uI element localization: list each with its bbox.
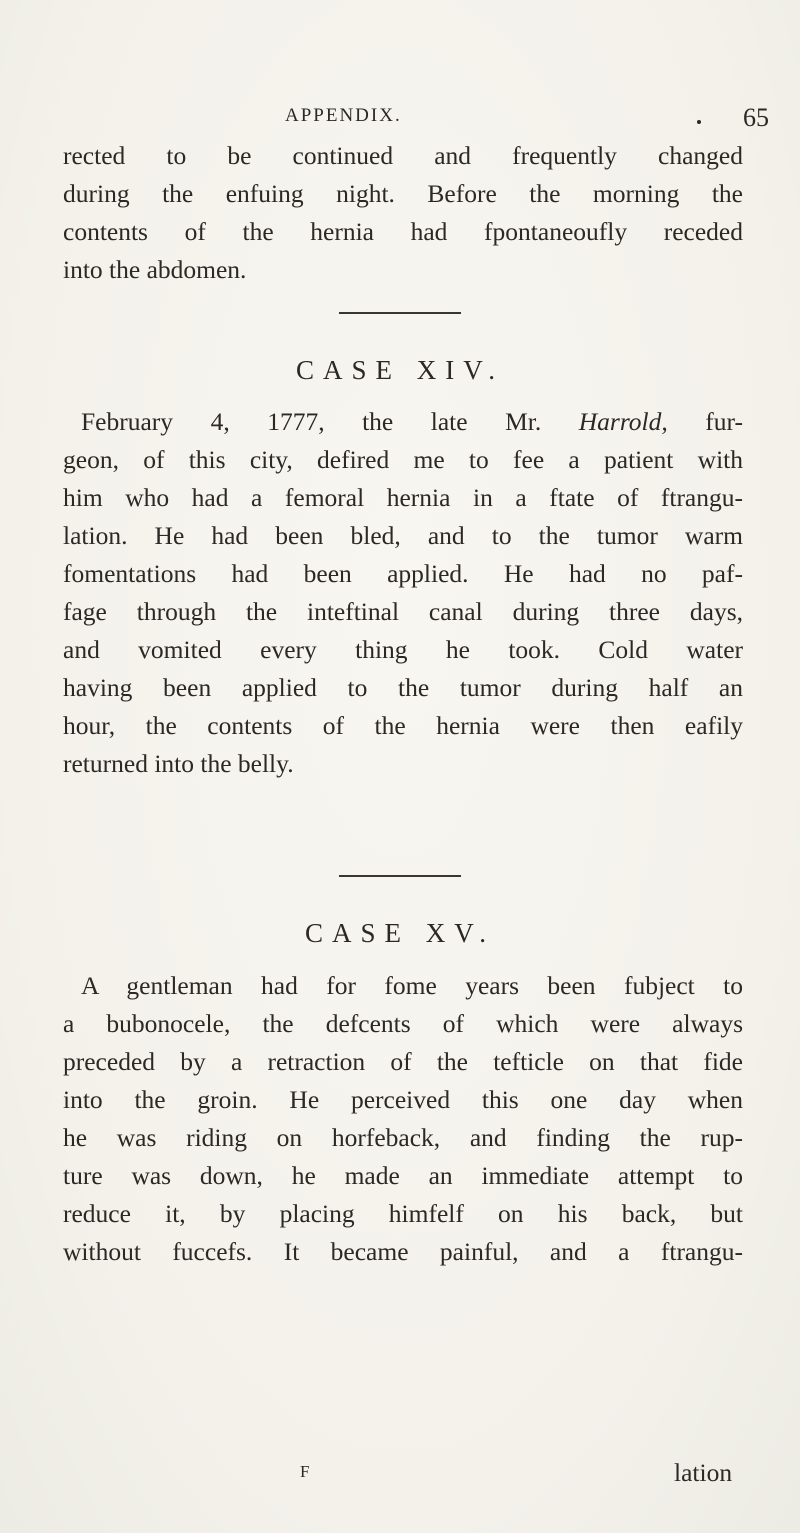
text-line: lation. He had been bled, and to the tumor warm	[63, 521, 743, 550]
text-line: into the abdomen.	[63, 255, 247, 284]
text-line: hour, the contents of the hernia were then eafily	[63, 711, 743, 740]
case-xv-heading: CASE XV.	[304, 918, 496, 948]
text-line: having been applied to the tumor during half an	[63, 673, 743, 702]
text-line: contents of the hernia had fpontaneoufly receded	[63, 217, 743, 246]
line-suffix: fur-	[667, 407, 743, 436]
text-line: into the groin. He perceived this one day when	[63, 1085, 743, 1114]
person-name: Harrold,	[578, 407, 668, 436]
text-line: returned into the belly.	[63, 749, 294, 778]
case-xiv-paragraph	[63, 403, 743, 783]
signature-mark: F	[300, 1462, 310, 1481]
text-line: reduce it, by placing himfelf on his back, but	[63, 1199, 743, 1228]
text-line: geon, of this city, defired me to fee a patient with	[63, 445, 743, 474]
section-divider-rule	[339, 875, 461, 877]
text-line: a bubonocele, the defcents of which were always	[63, 1009, 743, 1038]
text-line: rected to be continued and frequently changed	[63, 141, 743, 170]
page-number: 65	[743, 103, 769, 132]
text-line: and vomited every thing he took. Cold water	[63, 635, 743, 664]
text-line: him who had a femoral hernia in a ftate of ftrangu-	[63, 483, 743, 512]
case-xiv-heading: CASE XIV.	[295, 355, 505, 385]
section-divider-rule	[339, 312, 461, 314]
text-line: he was riding on horfeback, and finding the rup-	[63, 1123, 743, 1152]
text-line: fage through the inteftinal canal during three days,	[63, 597, 743, 626]
line-prefix: February 4, 1777, the late Mr.	[81, 407, 579, 436]
page-footer	[0, 1458, 800, 1498]
catchword: lation	[674, 1458, 733, 1487]
text-line: fomentations had been applied. He had no paf-	[63, 559, 743, 588]
text-line: without fuccefs. It became painful, and a ftrangu-	[63, 1237, 743, 1266]
text-line: preceded by a retraction of the tefticle on that fide	[63, 1047, 743, 1076]
text-line: ture was down, he made an immediate attempt to	[63, 1161, 743, 1190]
text-line: A gentleman had for fome years been fubject to	[81, 971, 743, 1000]
header-ornament-dot	[697, 120, 701, 124]
text-line-first	[63, 403, 743, 441]
case-xv-paragraph	[63, 967, 743, 1271]
running-head: APPENDIX.	[285, 105, 402, 126]
text-line: during the enfuing night. Before the morning the	[63, 179, 743, 208]
opening-paragraph	[63, 137, 743, 289]
